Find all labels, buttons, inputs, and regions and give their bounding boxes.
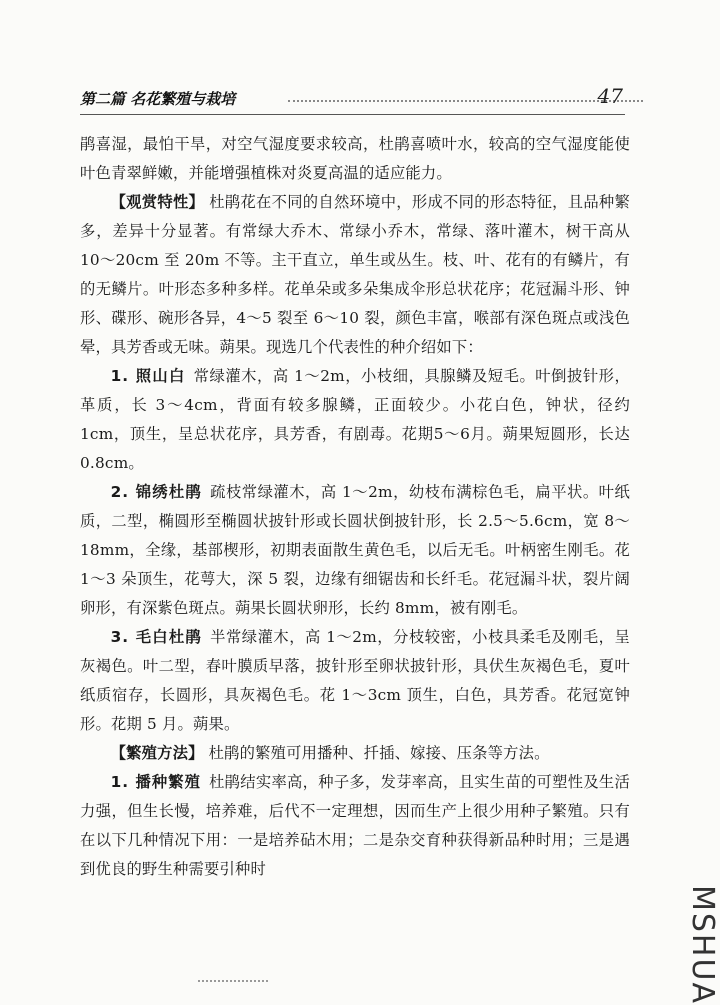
paragraph-text: 疏枝常绿灌木，高 1～2m，幼枝布满棕色毛，扁平状。叶纸质，二型，椭圆形至椭圆状披针形或长圆状倒披针形，长 2.5～5.6cm，宽 8～18mm，全缘，基部楔形，初期表面散生黄色毛，以后无毛。叶柄密生刚毛。花 1～3 朵顶生，花萼大，深 5 裂，边缘有细锯齿和长纤毛。花冠漏斗状，裂片阔卵形，有深紫色斑点。蒴果长圆状卵形，长约 8mm，被有刚毛。	[80, 483, 630, 617]
species-heading: 2. 锦绣杜鹃	[110, 483, 203, 501]
paragraph-text: 常绿灌木，高 1～2m，小枝细，具腺鳞及短毛。叶倒披针形，革质，长 3～4cm，背面有较多腺鳞，正面较少。小花白色，钟状，径约 1cm，顶生，呈总状花序，具芳香，有剧毒。花期5～6月。蒴果短圆形，长达 0.8cm。	[80, 367, 631, 472]
footer-dots	[198, 980, 268, 982]
paragraph-text: 鹃喜湿，最怕干旱，对空气湿度要求较高，杜鹃喜喷叶水，较高的空气湿度能使叶色青翠鲜嫩，并能增强植株对炎夏高温的适应能力。	[80, 135, 630, 182]
paragraph-ornamental-features	[80, 188, 630, 362]
section-title: 第二篇 名花繁殖与栽培	[80, 90, 236, 108]
paragraph-continuation	[80, 130, 630, 188]
method-heading: 1. 播种繁殖	[110, 773, 202, 791]
paragraph-propagation	[80, 739, 630, 768]
page-number: 47	[597, 84, 623, 108]
running-header	[80, 86, 625, 114]
paragraph-seed-propagation	[80, 768, 630, 884]
header-rule	[80, 114, 625, 115]
paragraph-species-2	[80, 478, 630, 623]
paragraph-text: 杜鹃的繁殖可用播种、扦插、嫁接、压条等方法。	[208, 744, 550, 762]
paragraph-text: 半常绿灌木，高 1～2m，分枝较密，小枝具柔毛及刚毛，呈灰褐色。叶二型，春叶膜质早落，披针形至卵状披针形，具伏生灰褐色毛，夏叶纸质宿存，长圆形，具灰褐色毛。花 1～3cm 顶生，白色，具芳香。花冠宽钟形。花期 5 月。蒴果。	[80, 628, 630, 733]
watermark-text: MSHUA	[685, 885, 720, 1005]
paragraph-text: 杜鹃结实率高，种子多，发芽率高，且实生苗的可塑性及生活力强，但生长慢，培养难，后代不一定理想，因而生产上很少用种子繁殖。只有在以下几种情况下用：一是培养砧木用；二是杂交育种获得新品种时用；三是遇到优良的野生种需要引种时	[80, 773, 631, 878]
section-heading-ornamental: 【观赏特性】	[110, 193, 205, 211]
header-leader-dots	[288, 100, 643, 102]
species-heading: 1. 照山白	[110, 367, 186, 385]
page-body	[80, 130, 630, 884]
species-heading: 3. 毛白杜鹃	[110, 628, 203, 646]
paragraph-species-3	[80, 623, 630, 739]
paragraph-species-1	[80, 362, 630, 478]
watermark	[662, 885, 720, 1005]
paragraph-text: 杜鹃花在不同的自然环境中，形成不同的形态特征，且品种繁多，差异十分显著。有常绿大乔木、常绿小乔木，常绿、落叶灌木，树干高从 10～20cm 至 20m 不等。主干直立，单生或丛生。枝、叶、花有的有鳞片，有的无鳞片。叶形态多种多样。花单朵或多朵集成伞形总状花序；花冠漏斗形、钟形、碟形、碗形各异，4～5 裂至 6～10 裂，颜色丰富，喉部有深色斑点或浅色晕，具芳香或无味。蒴果。现选几个代表性的种介绍如下：	[80, 193, 630, 356]
section-heading-propagation: 【繁殖方法】	[110, 744, 204, 762]
